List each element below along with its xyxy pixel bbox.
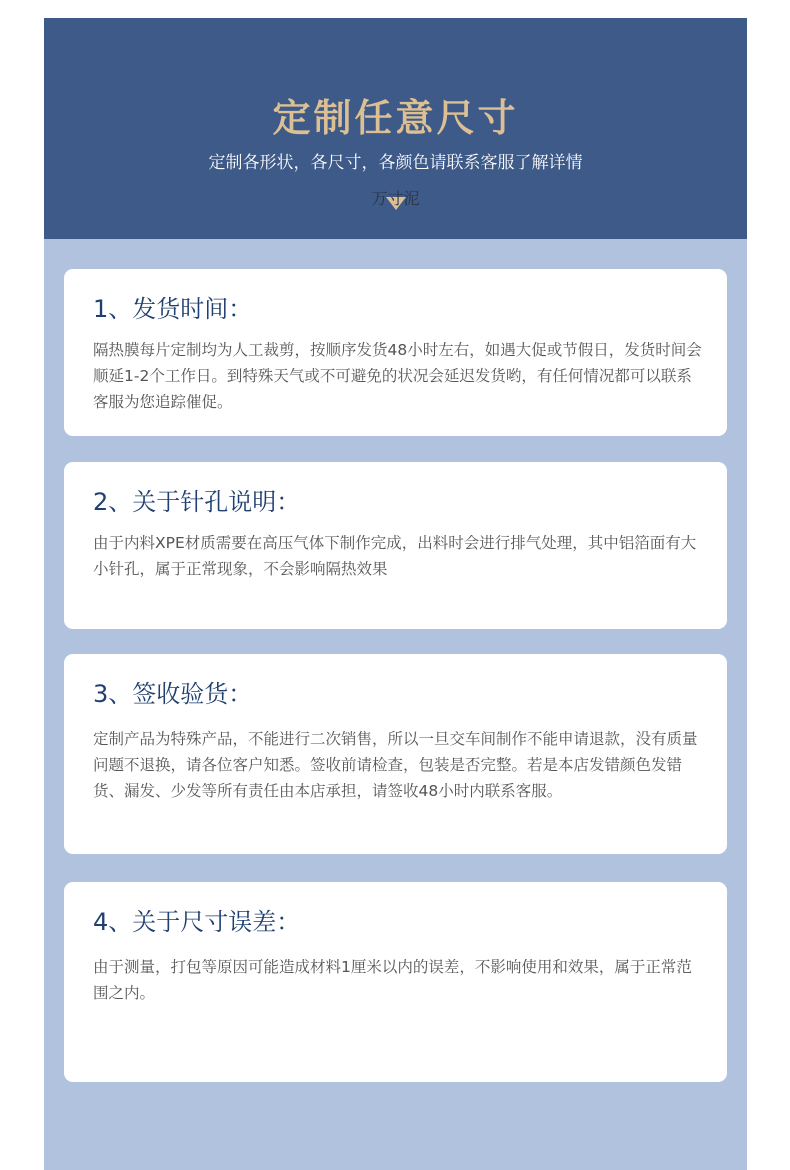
card-text: 由于测量，打包等原因可能造成材料1厘米以内的误差，不影响使用和效果，属于正常范围之内。 <box>93 958 692 1002</box>
info-card-size-tolerance <box>64 882 727 1082</box>
card-title: 4、关于尺寸误差： <box>93 908 301 936</box>
card-text: 由于内料XPE材质需要在高压气体下制作完成，出料时会进行排气处理，其中铝箔面有大小针孔，属于正常现象，不会影响隔热效果 <box>93 534 697 578</box>
info-card-inspection <box>64 654 727 854</box>
header-banner <box>44 18 747 239</box>
info-card-shipping <box>64 269 727 436</box>
card-title: 2、关于针孔说明： <box>93 488 301 516</box>
card-title: 3、签收验货： <box>93 680 253 708</box>
brand-name: 万寸泥 <box>371 189 420 208</box>
content-panel <box>44 18 747 1170</box>
page-title: 定制任意尺寸 <box>272 96 519 140</box>
page-subtitle: 定制各形状，各尺寸，各颜色请联系客服了解详情 <box>208 153 583 173</box>
card-text: 定制产品为特殊产品，不能进行二次销售，所以一旦交车间制作不能申请退款，没有质量问题不退换，请各位客户知悉。签收前请检查，包装是否完整。若是本店发错颜色发错货、漏发、少发等所有责任由本店承担，请签收48小时内联系客服。 <box>93 730 698 800</box>
info-card-pinholes <box>64 462 727 629</box>
card-title: 1、发货时间： <box>93 295 253 323</box>
card-text: 隔热膜每片定制均为人工裁剪，按顺序发货48小时左右，如遇大促或节假日，发货时间会顺延1-2个工作日。到特殊天气或不可避免的状况会延迟发货哟，有任何情况都可以联系客服为您追踪催促。 <box>93 341 702 411</box>
